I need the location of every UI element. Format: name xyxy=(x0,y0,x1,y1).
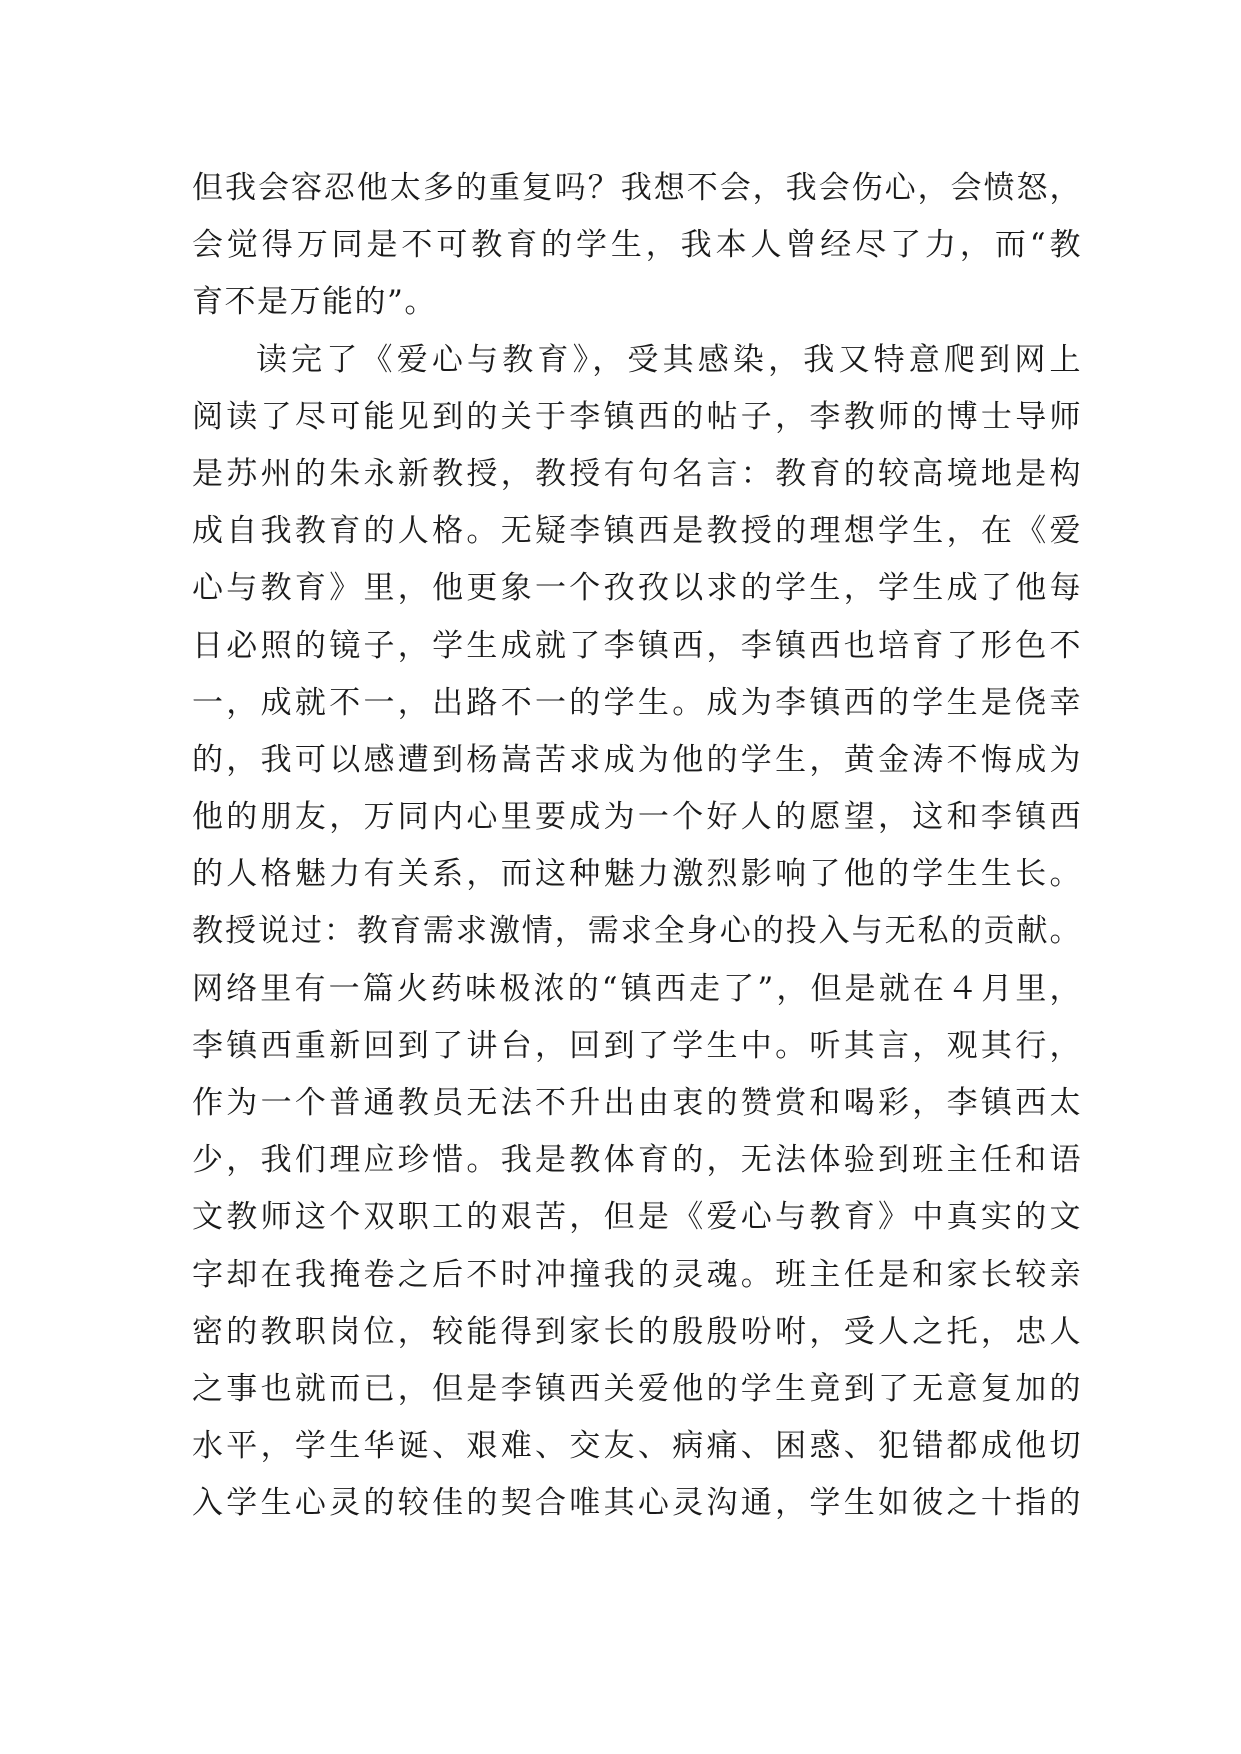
text-line: 入学生心灵的较佳的契合唯其心灵沟通，学生如彼之十指的 xyxy=(192,1485,1082,1522)
text-line: 阅读了尽可能见到的关于李镇西的帖子，李教师的博士导师 xyxy=(192,398,1082,435)
text-line: 他的朋友，万同内心里要成为一个好人的愿望，这和李镇西 xyxy=(192,799,1082,836)
text-line: 之事也就而已，但是李镇西关爱他的学生竟到了无意复加的 xyxy=(192,1370,1082,1407)
text-line: 的，我可以感遭到杨嵩苦求成为他的学生，黄金涛不悔成为 xyxy=(192,741,1082,778)
text-line: 教授说过：教育需求激情，需求全身心的投入与无私的贡献。 xyxy=(192,913,1082,950)
text-line: 少，我们理应珍惜。我是教体育的，无法体验到班主任和语 xyxy=(192,1142,1082,1179)
text-line: 是苏州的朱永新教授，教授有句名言：教育的较高境地是构 xyxy=(192,455,1082,492)
text-line: 一，成就不一，出路不一的学生。成为李镇西的学生是侥幸 xyxy=(192,684,1082,721)
text-line: 水平，学生华诞、艰难、交友、病痛、困惑、犯错都成他切 xyxy=(192,1428,1082,1465)
body-text xyxy=(192,160,1082,1533)
text-line: 心与教育》里，他更象一个孜孜以求的学生，学生成了他每 xyxy=(192,570,1082,607)
text-line: 日必照的镜子，学生成就了李镇西，李镇西也培育了形色不 xyxy=(192,627,1082,664)
text-line: 育不是万能的”。 xyxy=(192,284,437,321)
text-line: 密的教职岗位，较能得到家长的殷殷吩咐，受人之托，忠人 xyxy=(192,1313,1082,1350)
text-line: 会觉得万同是不可教育的学生，我本人曾经尽了力，而“教 xyxy=(192,227,1082,264)
text-line: 网络里有一篇火药味极浓的“镇西走了”，但是就在４月里， xyxy=(192,970,1082,1007)
paragraph-first-line: 读完了《爱心与教育》，受其感染，我又特意爬到网上 xyxy=(256,341,1082,378)
text-line: 字却在我掩卷之后不时冲撞我的灵魂。班主任是和家长较亲 xyxy=(192,1256,1082,1293)
text-line: 的人格魅力有关系，而这种魅力激烈影响了他的学生生长。 xyxy=(192,856,1082,893)
text-line: 成自我教育的人格。无疑李镇西是教授的理想学生，在《爱 xyxy=(192,513,1082,550)
text-line: 但我会容忍他太多的重复吗？我想不会，我会伤心，会愤怒， xyxy=(192,170,1082,206)
text-line: 作为一个普通教员无法不升出由衷的赞赏和喝彩，李镇西太 xyxy=(192,1085,1082,1121)
text-line: 李镇西重新回到了讲台，回到了学生中。听其言，观其行， xyxy=(192,1027,1082,1064)
text-line: 文教师这个双职工的艰苦，但是《爱心与教育》中真实的文 xyxy=(192,1199,1082,1236)
